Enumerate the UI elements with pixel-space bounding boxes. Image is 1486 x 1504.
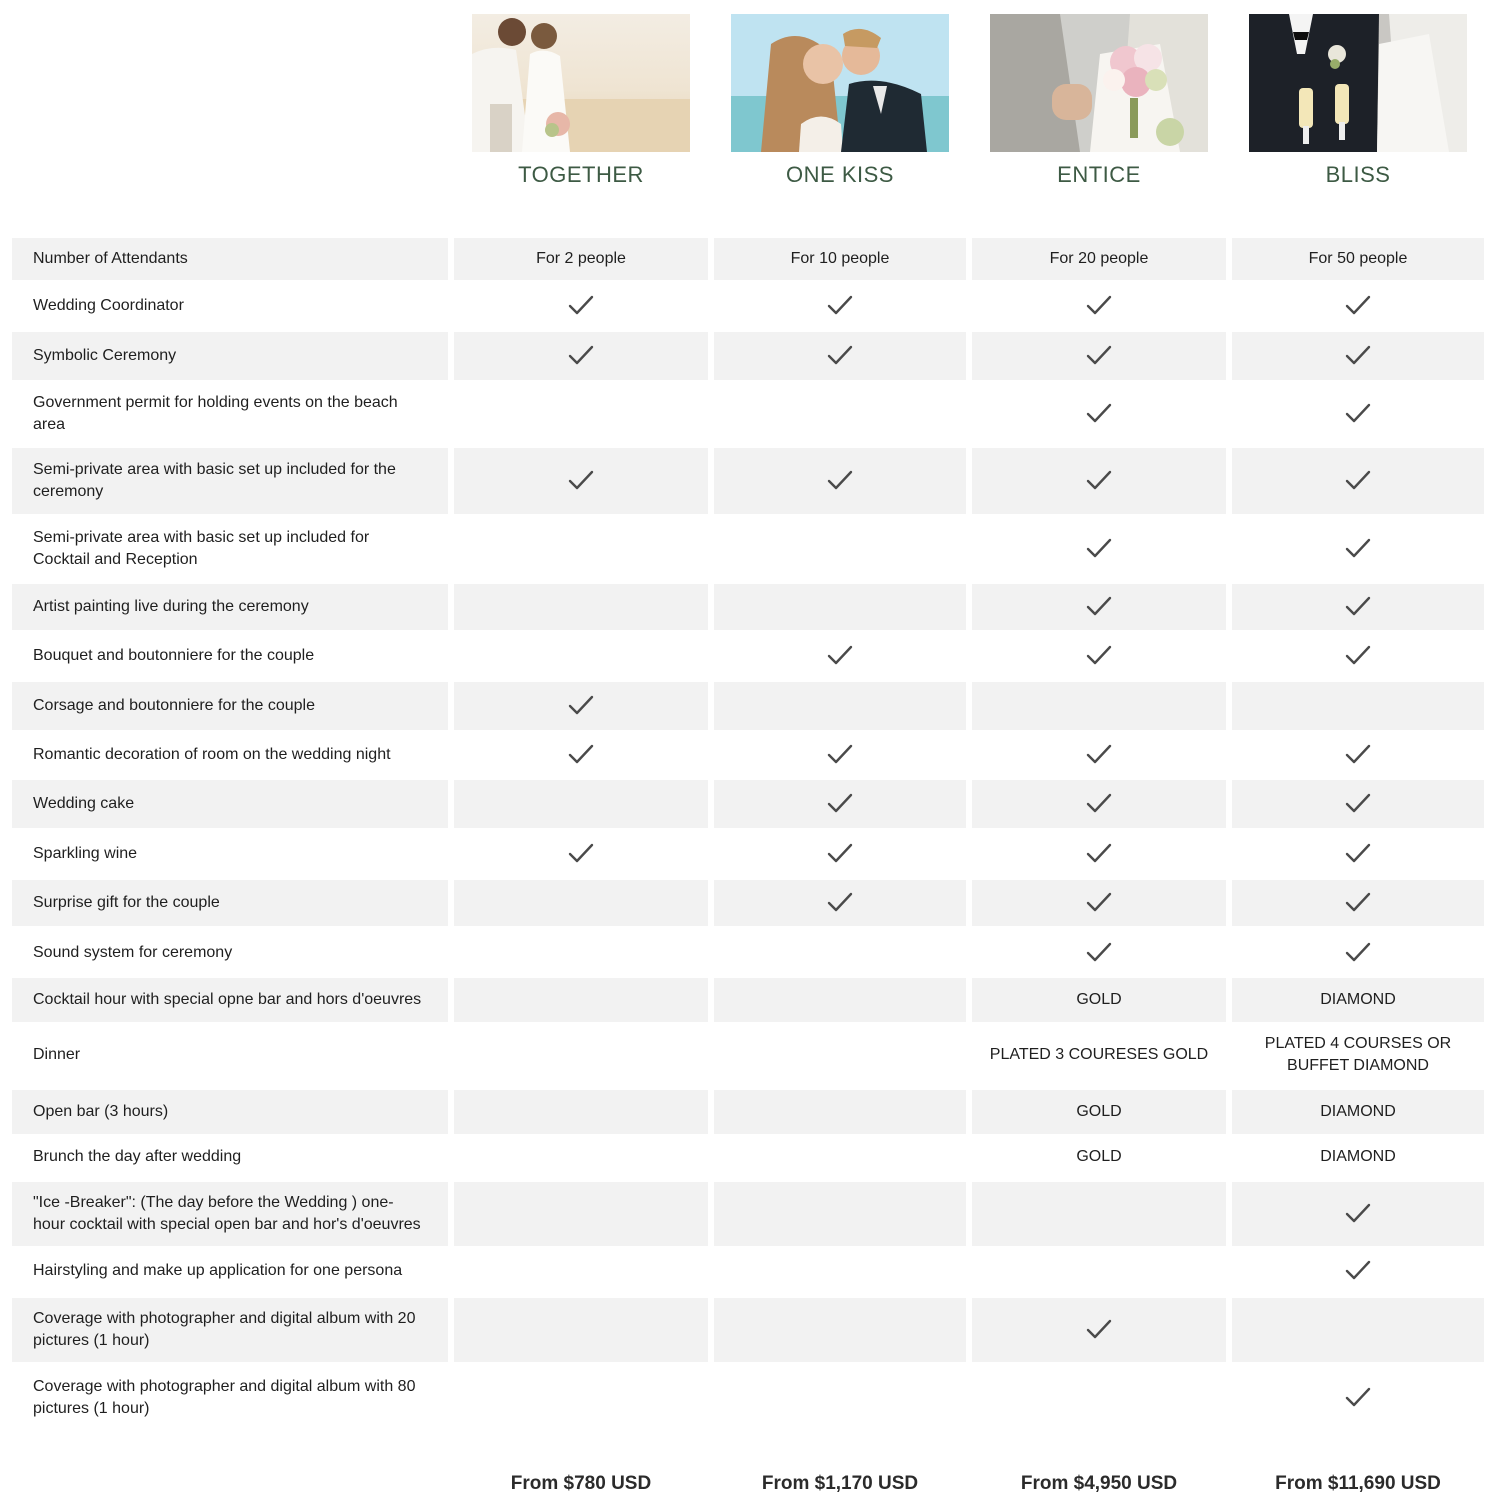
checkmark-icon	[567, 842, 595, 866]
checkmark-icon	[1085, 344, 1113, 368]
value-cell-together: For 2 people	[454, 238, 708, 280]
feature-label: "Ice -Breaker": (The day before the Wedding ) one- hour cocktail with special open bar and hor's d'oeuvres	[12, 1182, 448, 1246]
checkmark-icon	[1085, 402, 1113, 426]
checkmark-icon	[1344, 402, 1372, 426]
feature-label: Wedding cake	[12, 780, 448, 828]
value-cell-entice: For 20 people	[972, 238, 1226, 280]
checkmark-icon	[567, 694, 595, 718]
value-cell-entice: GOLD	[1076, 1148, 1122, 1165]
value-cell-one-kiss	[714, 978, 966, 1022]
table-row	[0, 632, 1486, 680]
included-cell-entice	[972, 830, 1226, 878]
table-row	[0, 880, 1486, 926]
price-one-kiss: From $1,170 USD	[761, 1473, 919, 1494]
couple-kiss-photo	[731, 14, 949, 152]
checkmark-icon	[1344, 792, 1372, 816]
value-cell-bliss: For 50 people	[1232, 238, 1484, 280]
checkmark-icon	[1344, 891, 1372, 915]
checkmark-icon	[1085, 941, 1113, 965]
checkmark-icon	[826, 469, 854, 493]
checkmark-icon	[1085, 469, 1113, 493]
value-cell-together	[454, 1134, 708, 1180]
value-cell-together	[454, 1090, 708, 1134]
checkmark-icon	[1344, 1259, 1372, 1283]
feature-label: Symbolic Ceremony	[12, 332, 448, 380]
value-cell-one-kiss	[714, 1134, 966, 1180]
feature-label: Brunch the day after wedding	[33, 1148, 242, 1165]
checkmark-icon	[567, 743, 595, 767]
table-row	[0, 732, 1486, 778]
feature-label: Semi-private area with basic set up included for the ceremony	[12, 448, 448, 514]
checkmark-icon	[1344, 743, 1372, 767]
value-cell-bliss: DIAMOND	[1232, 978, 1484, 1022]
table-row	[0, 1182, 1486, 1246]
included-cell-bliss	[1232, 830, 1484, 878]
package-one-kiss	[731, 14, 949, 188]
value-cell-one-kiss	[714, 1248, 966, 1294]
checkmark-icon	[1344, 344, 1372, 368]
included-cell-one-kiss	[714, 830, 966, 878]
included-cell-entice	[972, 880, 1226, 926]
value-cell-one-kiss	[714, 682, 966, 730]
included-cell-bliss	[1232, 880, 1484, 926]
included-cell-one-kiss	[714, 332, 966, 380]
checkmark-icon	[826, 644, 854, 668]
checkmark-icon	[1344, 537, 1372, 561]
value-cell-bliss: DIAMOND	[1232, 1090, 1484, 1134]
value-cell-bliss: DIAMOND	[1320, 1148, 1396, 1165]
feature-label: Open bar (3 hours)	[12, 1090, 448, 1134]
value-cell-entice: PLATED 3 COURESES GOLD	[989, 1046, 1209, 1063]
checkmark-icon	[1344, 469, 1372, 493]
value-cell-one-kiss	[714, 1022, 966, 1088]
checkmark-icon	[1344, 294, 1372, 318]
table-row	[0, 1090, 1486, 1134]
feature-label: Romantic decoration of room on the wedding night	[33, 746, 391, 763]
package-together	[472, 14, 690, 188]
value-cell-one-kiss: For 10 people	[714, 238, 966, 280]
value-cell-together	[454, 1366, 708, 1430]
included-cell-entice	[972, 584, 1226, 630]
included-cell-together	[454, 448, 708, 514]
bouquet-photo	[990, 14, 1208, 152]
feature-label: Dinner	[33, 1046, 81, 1063]
value-cell-one-kiss	[714, 1298, 966, 1362]
value-cell-together	[454, 632, 708, 680]
table-row	[0, 382, 1486, 446]
checkmark-icon	[1085, 537, 1113, 561]
value-cell-bliss	[1232, 1298, 1484, 1362]
included-cell-one-kiss	[714, 780, 966, 828]
table-row	[0, 584, 1486, 630]
included-cell-together	[454, 732, 708, 778]
checkmark-icon	[826, 344, 854, 368]
value-cell-together	[454, 584, 708, 630]
price-row	[0, 1466, 1486, 1502]
checkmark-icon	[826, 842, 854, 866]
table-row	[0, 516, 1486, 582]
included-cell-one-kiss	[714, 282, 966, 330]
checkmark-icon	[826, 891, 854, 915]
included-cell-entice	[972, 516, 1226, 582]
included-cell-entice	[972, 382, 1226, 446]
checkmark-icon	[1344, 595, 1372, 619]
champagne-toast-photo	[1249, 14, 1467, 152]
included-cell-bliss	[1232, 332, 1484, 380]
feature-label: Number of Attendants	[12, 238, 448, 280]
feature-label: Wedding Coordinator	[33, 297, 184, 314]
couple-beach-photo	[472, 14, 690, 152]
included-cell-bliss	[1232, 584, 1484, 630]
included-cell-entice	[972, 282, 1226, 330]
table-row	[0, 1298, 1486, 1362]
value-cell-together	[454, 930, 708, 976]
included-cell-one-kiss	[714, 732, 966, 778]
table-row	[0, 1366, 1486, 1430]
included-cell-entice	[972, 1298, 1226, 1362]
table-row	[0, 682, 1486, 730]
feature-label: Sparkling wine	[33, 845, 138, 862]
table-row	[0, 238, 1486, 280]
table-row	[0, 830, 1486, 878]
package-name: ONE KISS	[786, 162, 894, 187]
package-name: BLISS	[1325, 162, 1391, 187]
table-row	[0, 1022, 1486, 1088]
value-cell-bliss	[1232, 682, 1484, 730]
included-cell-bliss	[1232, 1182, 1484, 1246]
table-row	[0, 448, 1486, 514]
package-bliss	[1249, 14, 1467, 188]
value-cell-together	[454, 1248, 708, 1294]
included-cell-together	[454, 830, 708, 878]
included-cell-bliss	[1232, 732, 1484, 778]
value-cell-one-kiss	[714, 1090, 966, 1134]
value-cell-one-kiss	[714, 584, 966, 630]
checkmark-icon	[1085, 792, 1113, 816]
value-cell-together	[454, 880, 708, 926]
checkmark-icon	[1085, 842, 1113, 866]
included-cell-entice	[972, 332, 1226, 380]
value-cell-together	[454, 978, 708, 1022]
included-cell-entice	[972, 632, 1226, 680]
included-cell-together	[454, 682, 708, 730]
checkmark-icon	[1085, 294, 1113, 318]
table-row	[0, 332, 1486, 380]
value-cell-one-kiss	[714, 382, 966, 446]
value-cell-together	[454, 1022, 708, 1088]
included-cell-bliss	[1232, 448, 1484, 514]
package-name: ENTICE	[1057, 162, 1141, 187]
value-cell-one-kiss	[714, 1182, 966, 1246]
checkmark-icon	[826, 294, 854, 318]
checkmark-icon	[1344, 1202, 1372, 1226]
value-cell-together	[454, 1298, 708, 1362]
feature-label: Coverage with photographer and digital album with 80 pictures (1 hour)	[33, 1378, 416, 1417]
value-cell-one-kiss	[714, 1366, 966, 1430]
checkmark-icon	[567, 344, 595, 368]
value-cell-together	[454, 382, 708, 446]
value-cell-together	[454, 780, 708, 828]
package-header	[0, 0, 1486, 200]
included-cell-one-kiss	[714, 448, 966, 514]
feature-label: Hairstyling and make up application for one persona	[33, 1262, 403, 1279]
feature-label: Bouquet and boutonniere for the couple	[33, 647, 315, 664]
value-cell-entice: GOLD	[972, 978, 1226, 1022]
feature-label: Corsage and boutonniere for the couple	[12, 682, 448, 730]
value-cell-together	[454, 1182, 708, 1246]
value-cell-entice: GOLD	[972, 1090, 1226, 1134]
included-cell-bliss	[1232, 382, 1484, 446]
package-name: TOGETHER	[518, 162, 644, 187]
checkmark-icon	[1344, 644, 1372, 668]
table-row	[0, 978, 1486, 1022]
checkmark-icon	[826, 743, 854, 767]
included-cell-bliss	[1232, 632, 1484, 680]
checkmark-icon	[1344, 842, 1372, 866]
table-row	[0, 282, 1486, 330]
value-cell-one-kiss	[714, 516, 966, 582]
value-cell-entice	[972, 1366, 1226, 1430]
value-cell-entice	[972, 1248, 1226, 1294]
package-entice	[990, 14, 1208, 188]
included-cell-bliss	[1232, 282, 1484, 330]
value-cell-bliss: PLATED 4 COURSES OR BUFFET DIAMOND	[1264, 1035, 1452, 1074]
checkmark-icon	[1085, 891, 1113, 915]
price-entice: From $4,950 USD	[1020, 1473, 1178, 1494]
table-row	[0, 780, 1486, 828]
included-cell-together	[454, 282, 708, 330]
feature-label: Surprise gift for the couple	[12, 880, 448, 926]
included-cell-bliss	[1232, 1366, 1484, 1430]
included-cell-entice	[972, 930, 1226, 976]
included-cell-one-kiss	[714, 632, 966, 680]
price-together: From $780 USD	[510, 1473, 652, 1494]
checkmark-icon	[1085, 644, 1113, 668]
feature-label: Cocktail hour with special opne bar and hors d'oeuvres	[12, 978, 448, 1022]
included-cell-entice	[972, 780, 1226, 828]
checkmark-icon	[1344, 941, 1372, 965]
included-cell-entice	[972, 448, 1226, 514]
table-row	[0, 1134, 1486, 1180]
included-cell-together	[454, 332, 708, 380]
value-cell-one-kiss	[714, 930, 966, 976]
included-cell-bliss	[1232, 780, 1484, 828]
checkmark-icon	[826, 792, 854, 816]
checkmark-icon	[1085, 743, 1113, 767]
feature-label: Artist painting live during the ceremony	[12, 584, 448, 630]
value-cell-entice	[972, 1182, 1226, 1246]
included-cell-bliss	[1232, 1248, 1484, 1294]
value-cell-entice	[972, 682, 1226, 730]
included-cell-one-kiss	[714, 880, 966, 926]
table-row	[0, 930, 1486, 976]
feature-label: Sound system for ceremony	[33, 944, 233, 961]
checkmark-icon	[567, 294, 595, 318]
checkmark-icon	[567, 469, 595, 493]
price-bliss: From $11,690 USD	[1275, 1473, 1441, 1494]
included-cell-bliss	[1232, 930, 1484, 976]
checkmark-icon	[1085, 595, 1113, 619]
checkmark-icon	[1344, 1386, 1372, 1410]
table-row	[0, 1248, 1486, 1294]
feature-label: Coverage with photographer and digital album with 20 pictures (1 hour)	[12, 1298, 448, 1362]
included-cell-entice	[972, 732, 1226, 778]
included-cell-bliss	[1232, 516, 1484, 582]
value-cell-together	[454, 516, 708, 582]
feature-label: Semi-private area with basic set up included for Cocktail and Reception	[33, 529, 370, 568]
checkmark-icon	[1085, 1318, 1113, 1342]
feature-label: Government permit for holding events on the beach area	[33, 394, 398, 433]
